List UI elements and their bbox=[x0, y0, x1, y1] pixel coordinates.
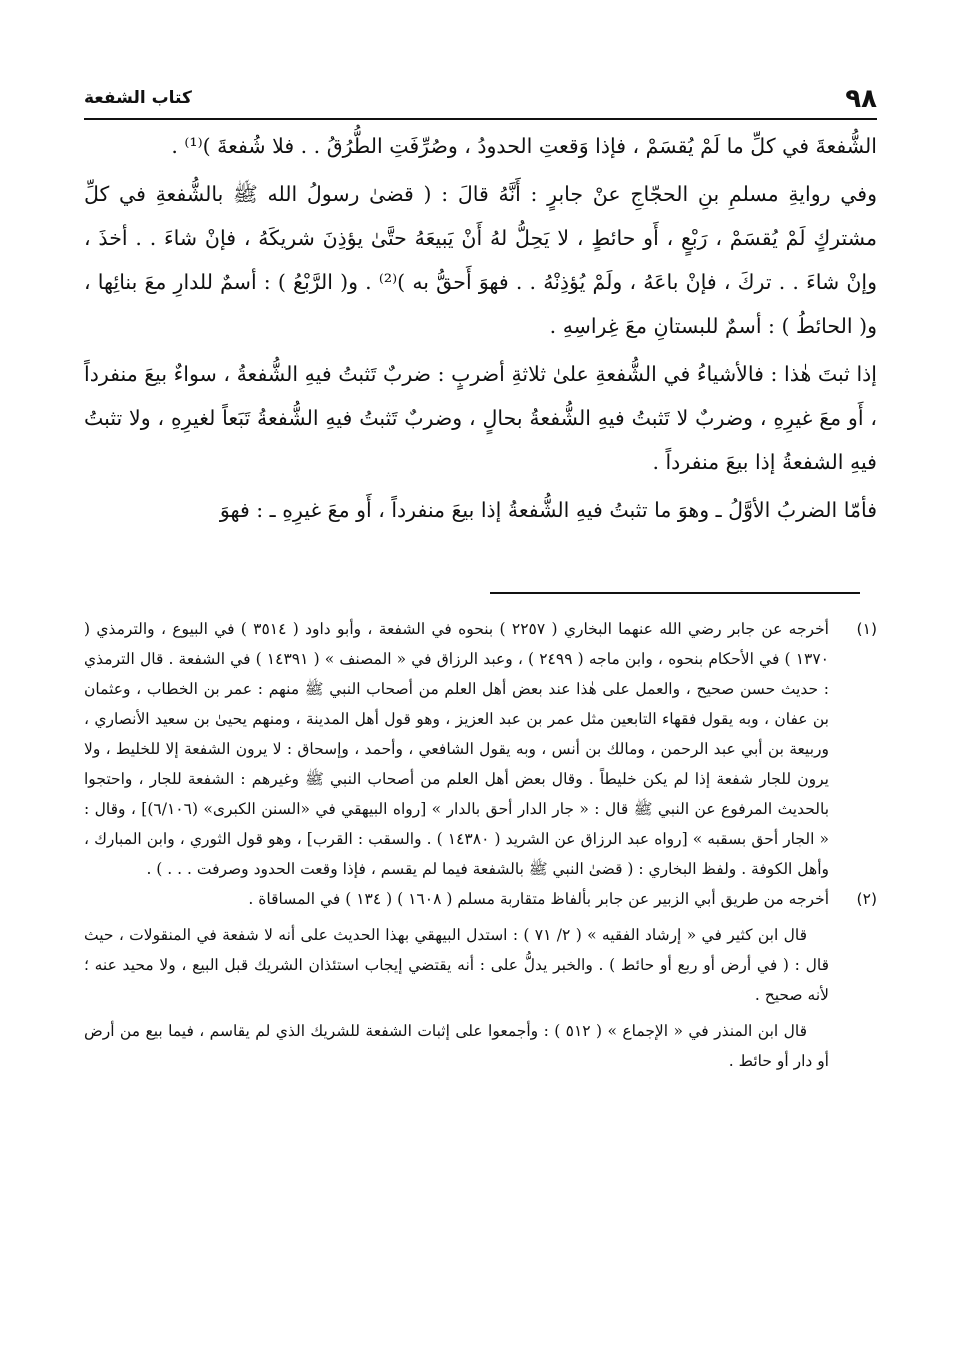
paragraph: فأمّا الضربُ الأوَّلُ ـ وهوَ ما تثبتُ فيهِ الشُّفعةُ إذا بيعَ منفرداً ، أَو معَ غيرِهِ ـ : فهوَ bbox=[219, 498, 877, 522]
footnote bbox=[84, 614, 877, 884]
footnote-comment: قال ابن كثير في « إرشاد الفقيه » ( ٢/ ٧١ ) : استدل البيهقي بهذا الحديث على أنه لا شفعة في المنقولات ، حيث قال : ( في أرض أو ربع أو حائط ) . والخبر يدلُّ على : أنه يقتضي إيجاب استئذان الشريك قبل البيع ، ولا محيد عنه ؛ لأنه صحيح . bbox=[84, 926, 829, 1004]
paragraph: إذا ثبتَ هٰذا : فالأشياءُ في الشُّفعةِ علىٰ ثلاثةِ أضربٍ : ضربٌ تَثبتُ فيهِ الشُّفعةُ ، سواءٌ بيعَ منفرداً ، أَو معَ غيرِهِ ، وضربٌ لا تَثبتُ فيهِ الشُّفعةُ بحالٍ ، وضربٌ تَثبتُ فيهِ الشُّفعةُ تَبَعاً لغيرِهِ ، ولا تثبتُ فيهِ الشفعةُ إذا بيعَ منفرداً . bbox=[84, 362, 877, 474]
header-divider bbox=[84, 118, 877, 120]
page-number: ٩٨ bbox=[845, 84, 877, 114]
footnote-text: أخرجه عن جابر رضي الله عنهما البخاري ( ٢٢٥٧ ) بنحوه في الشفعة ، وأبو داود ( ٣٥١٤ ) في البيوع ، والترمذي ( ١٣٧٠ ) في الأحكام بنحوه ، وابن ماجه ( ٢٤٩٩ ) ، وعبد الرزاق في « المصنف » ( ١٤٣٩١ ) في الشفعة . قال الترمذي : حديث حسن صحيح ، والعمل على هٰذا عند بعض أهل العلم من أصحاب النبي ﷺ منهم : عمر بن الخطاب ، وعثمان بن عفان ، وبه يقول فقهاء التابعين مثل عمر بن عبد العزيز ، وهو قول أهل المدينة ، ومنهم يحيىٰ بن سعيد الأنصاري ، وربيعة بن أبي عبد الرحمن ، ومالك بن أنس ، وبه يقول الشافعي ، وأحمد ، وإسحاق : لا يرون الشفعة إلا للخليط ، ولا يرون للجار شفعة إذا لم يكن خليطاً . وقال بعض أهل العلم من أصحاب النبي ﷺ وغيرهم : الشفعة للجار ، واحتجوا بالحديث المرفوع عن النبي ﷺ قال : « جار الدار أحق بالدار » [رواه البيهقي في «السنن الكبرى» (٦/١٠٦)] ، وقال : « الجار أحق بسقبه » [رواه عبد الرزاق عن الشريد ( ١٤٣٨٠ ) . والسقب : القرب] ، وهو قول الثوري ، وابن المبارك ، وأهل الكوفة . ولفظ البخاري : ( قضىٰ النبي ﷺ بالشفعة فيما لم يقسم ، فإذا وقعت الحدود وصرفت . . . ) . bbox=[84, 620, 830, 878]
footnote-marker: (١) bbox=[856, 620, 877, 638]
footnote bbox=[84, 884, 877, 914]
footnote-comment: قال ابن المنذر في « الإجماع » ( ٥١٢ ) : وأجمعوا على إثبات الشفعة للشريك الذي لم يقاسم ، فيما بيع من أرض أو دار أو حائط . bbox=[84, 1022, 829, 1070]
main-text bbox=[84, 124, 877, 536]
footnote-divider bbox=[490, 592, 860, 594]
footnote-text: أخرجه من طريق أبي الزبير عن جابر بألفاظ متقاربة مسلم ( ١٦٠٨ ) ( ١٣٤ ) في المساقاة . bbox=[248, 890, 829, 908]
footnotes bbox=[84, 614, 877, 1076]
paragraph: وفي روايةِ مسلمِ بنِ الحجّاجِ عنْ جابرٍ : أَنَّهُ قالَ : ( قضىٰ رسولُ الله ﷺ بالشُّفعةِ في كلِّ مشتركٍ لَمْ يُقسَمْ ، رَبْعٍ ، أَو حائطٍ ، لا يَحِلُّ لهُ أَنْ يَبيعَهُ حتَّىٰ يؤذِنَ شريكَهُ ، فإنْ شاءَ . . أخذَ ، وإنْ شاءَ . . تركَ ، فإنْ باعَهُ ، ولَمْ يُؤذِنْهُ . . فهوَ أَحقُّ به )⁽²⁾ . و( الرَّبْعُ ) : أسمٌ للدارِ معَ بنائِها ، و( الحائطُ ) : أسمٌ للبستانِ معَ غِراسِهِ . bbox=[84, 182, 877, 338]
paragraph: الشُّفعةَ في كلِّ ما لَمْ يُقسَمْ ، فإذا وَقعتِ الحدودُ ، وصُرِّفَتِ الطُّرُقُ . . فلا شُفعةَ )⁽¹⁾ . bbox=[171, 134, 877, 158]
page-header bbox=[84, 84, 877, 114]
chapter-title: كتاب الشفعة bbox=[84, 88, 192, 108]
footnote-marker: (٢) bbox=[856, 890, 877, 908]
